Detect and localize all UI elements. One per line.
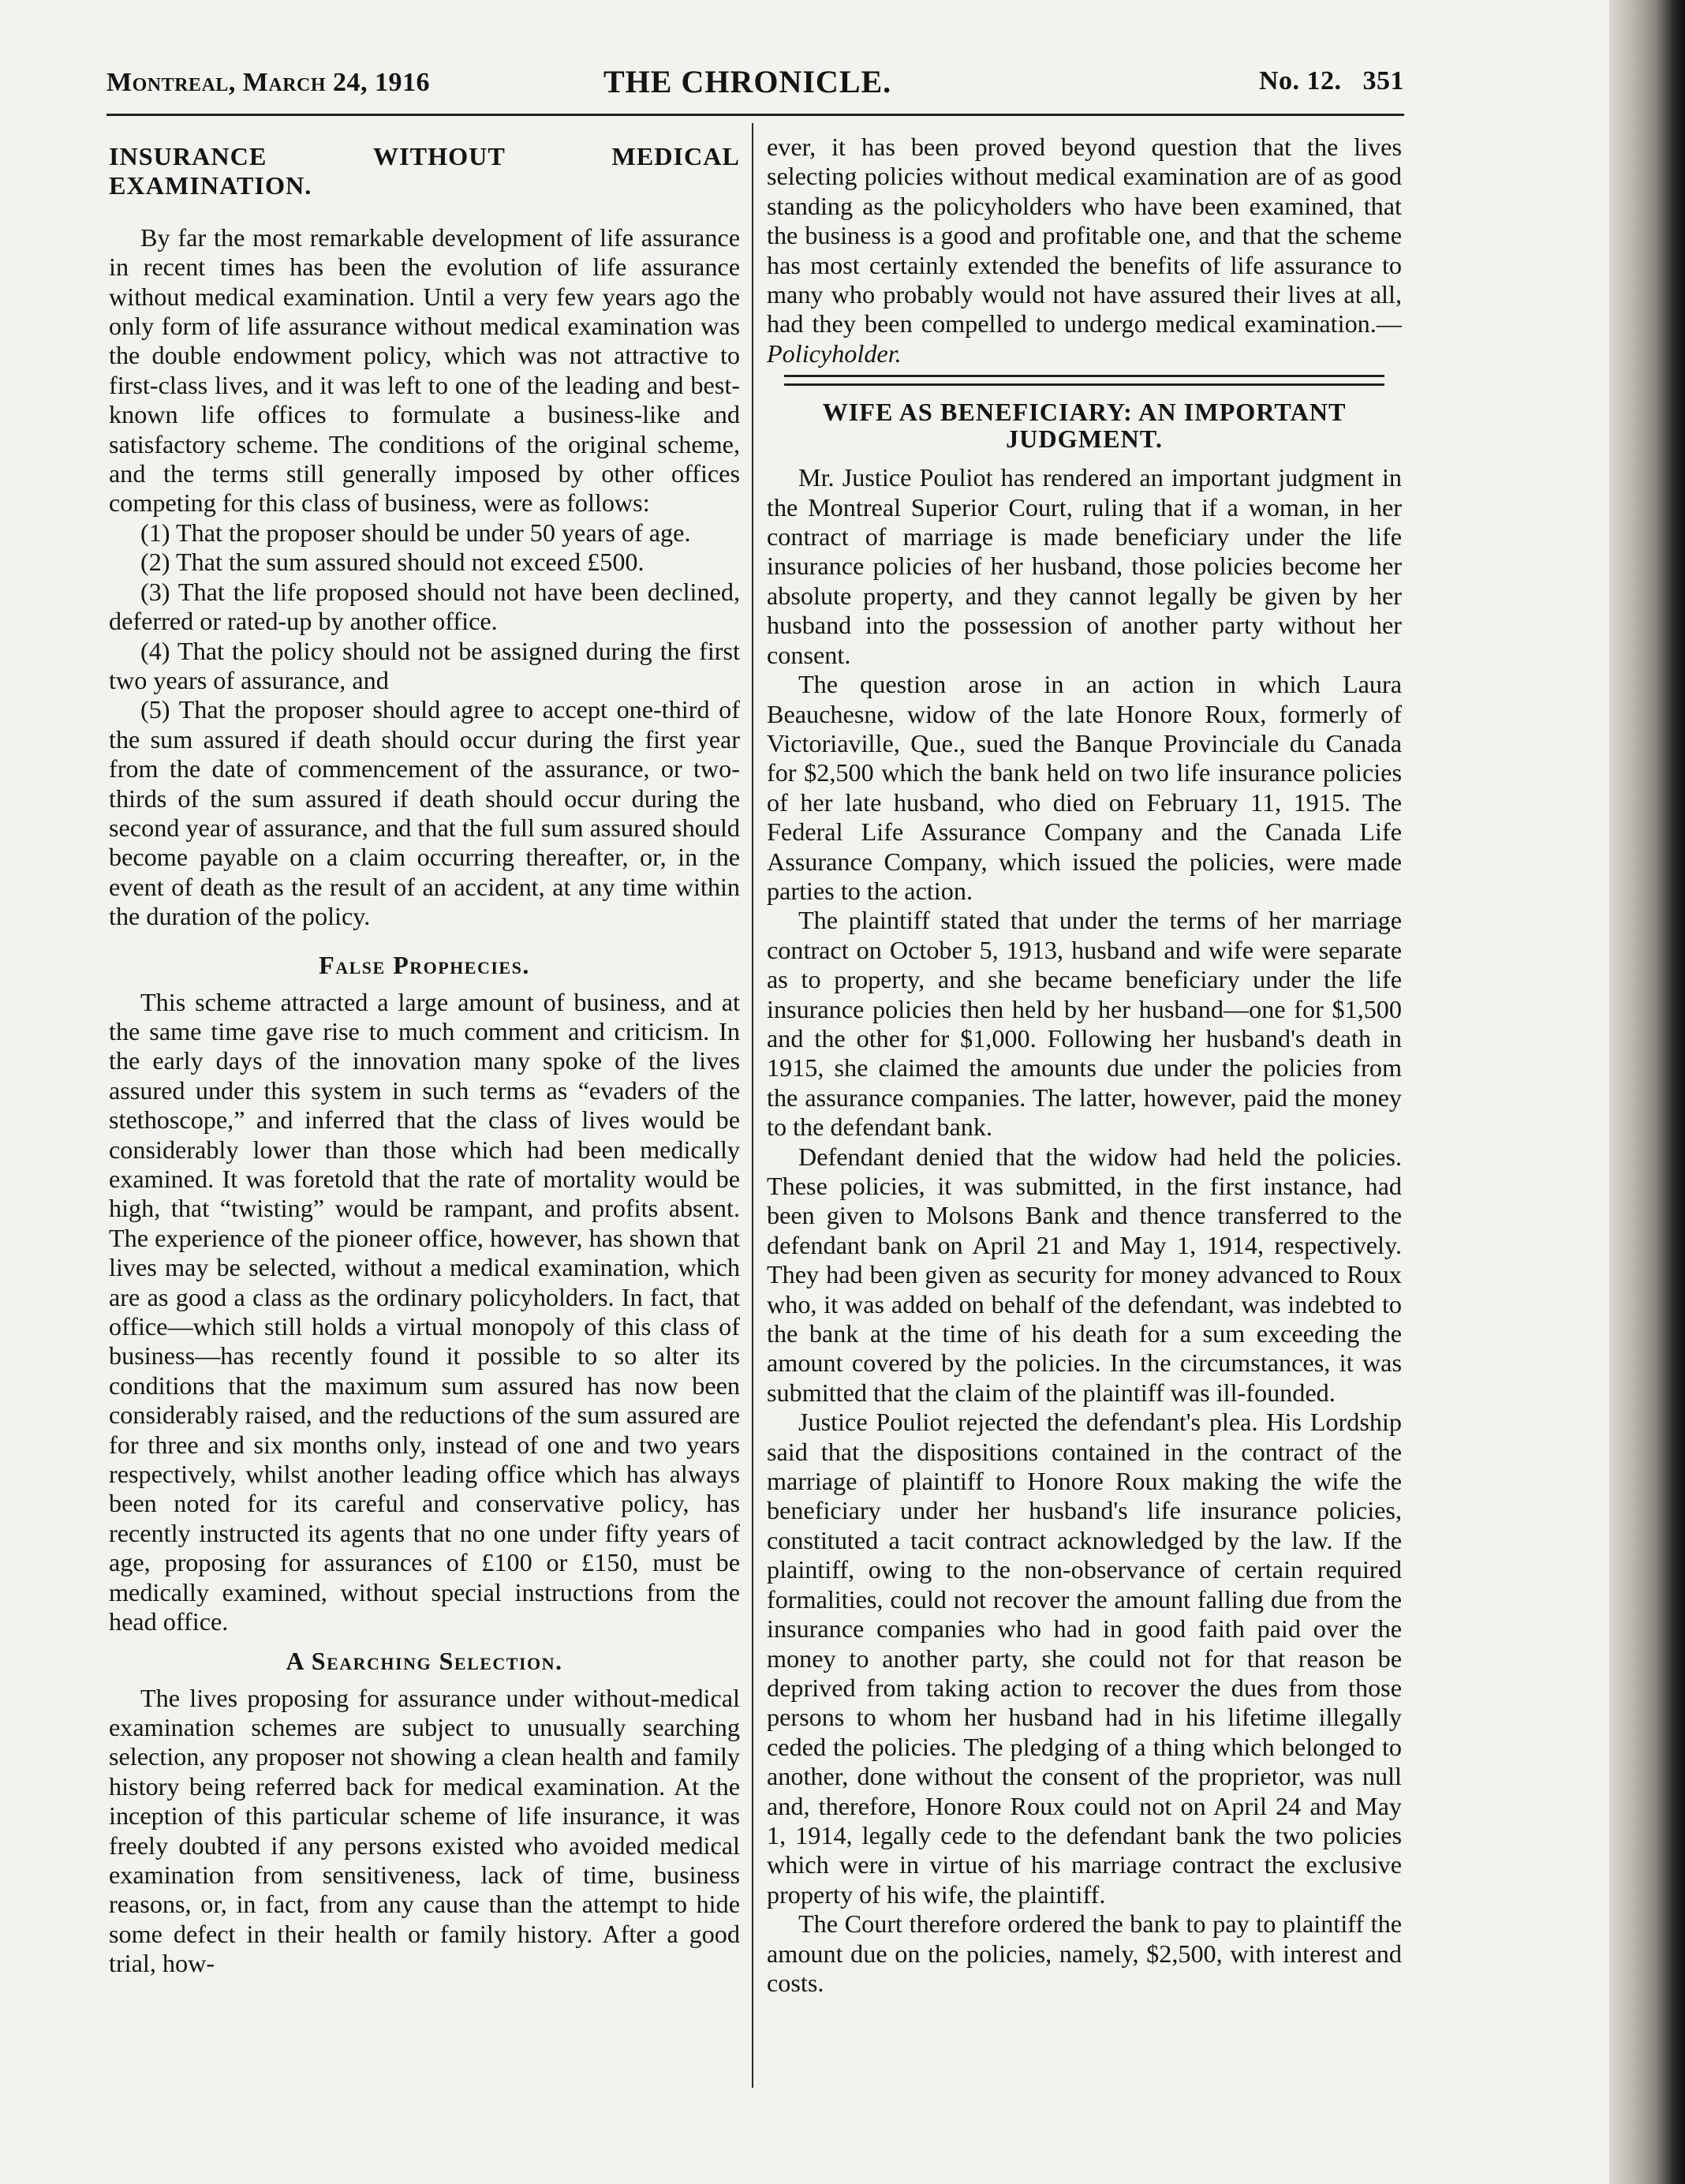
continuation-paragraph — [767, 133, 1402, 368]
judgment-paragraph-1: Mr. Justice Pouliot has rendered an important judgment in the Montreal Superior Court, ruling that if a woman, in her contract of marriage is made beneficiary under the life insurance policies of her husband, those policies become her absolute property, and they cannot legally be given by her husband into the possession of another party without her consent. — [767, 463, 1402, 669]
header-publication: THE CHRONICLE. — [603, 64, 892, 99]
judgment-paragraph-6: The Court therefore ordered the bank to pay to plaintiff the amount due on the policies, namely, $2,500, with interest and costs. — [767, 1909, 1402, 1997]
judgment-paragraph-4: Defendant denied that the widow had held the policies. These policies, it was submitted, in the first instance, had been given to Molsons Bank and thence transferred to the defendant bank on April 21 and May 1, 1914, respectively. They had been given as security for money advanced to Roux who, it was added on behalf of the defendant, was indebted to the bank at the time of his death for a sum exceeding the amount covered by the policies. In the circumstances, it was submitted that the claim of the plaintiff was ill-founded. — [767, 1142, 1402, 1407]
left-column — [109, 133, 740, 1979]
subhead-false-prophecies: False Prophecies. — [319, 950, 530, 979]
judgment-paragraph-5: Justice Pouliot rejected the defendant's plea. His Lordship said that the dispositions contained in the contract of the marriage of plaintiff to Honore Roux making the wife the beneficiary under her husband's life insurance policies, constituted a tacit contract acknowledged by the law. If the plaintiff, owing to the non-observance of certain required formalities, could not recover the amount falling due from the insurance companies who had in good faith paid over the money to another party, she could not for that reason be deprived from taking action to recover the dues from those persons to whom her husband had in his lifetime illegally ceded the policies. The pledging of a thing which belonged to another, done without the consent of the proprietor, was null and, therefore, Honore Roux could not on April 24 and May 1, 1914, legally cede to the defendant bank the two policies which were in virtue of his marriage contract the exclusive property of his wife, the plaintiff. — [767, 1408, 1402, 1909]
subhead-searching-selection: A Searching Selection. — [286, 1646, 563, 1675]
judgment-paragraph-3: The plaintiff stated that under the terms of her marriage contract on October 5, 1913, husband and wife were separate as to property, and she became beneficiary under the life insurance policies then held by her husband—one for $1,500 and the other for $1,000. Following her husband's death in 1915, she claimed the amounts due under the policies from the assurance companies. The latter, however, paid the money to the defendant bank. — [767, 906, 1402, 1142]
scan-right-edge — [1609, 0, 1685, 2184]
selection-paragraph: The lives proposing for assurance under without-medical examination schemes are subject to unusually searching selection, any proposer not showing a clean health and family history being referred back for medical examination. At the inception of this particular scheme of life insurance, it was freely doubted if any persons existed who avoided medical examination from sensitiveness, lack of time, business reasons, or, in fact, from any cause than the attempt to hide some defect in their health or family history. After a good trial, how- — [109, 1683, 740, 1978]
page-header — [106, 63, 1404, 103]
header-place-date: Montreal, March 24, 1916 — [106, 68, 431, 97]
condition-1: (1) That the proposer should be under 50 years of age. — [140, 518, 691, 547]
header-issue-page: No. 12. 351 — [1258, 66, 1404, 95]
continuation-text: ever, it has been proved beyond question that the lives selecting policies without medical examination are of as good standing as the policyholders who have been examined, that the business is a good and profitable one, and that the scheme has most certainly extended the benefits of life assurance to many who probably would not have assured their lives at all, had they been compelled to undergo medical examination.— — [767, 133, 1402, 338]
condition-5: (5) That the proposer should agree to accept one-third of the sum assured if death should occur during the first year from the date of commencement of the assurance, or two-thirds of the sum assured if death should occur during the second year of assurance, and that the full sum assured should become payable on a claim occurring thereafter, or, in the event of death as the result of an accident, at any time within the duration of the policy. — [109, 695, 740, 931]
column-divider — [752, 123, 753, 2088]
header-rule — [106, 114, 1404, 116]
article-title-wife-beneficiary: WIFE AS BENEFICIARY: AN IMPORTANT JUDGMENT. — [822, 398, 1347, 454]
article-title-insurance: INSURANCE WITHOUT MEDICAL EXAMINATION. — [109, 142, 740, 200]
condition-3: (3) That the life proposed should not have been declined, deferred or rated-up by another office. — [109, 577, 740, 636]
right-column — [767, 133, 1402, 1998]
condition-4: (4) That the policy should not be assigned during the first two years of assurance, and — [109, 636, 740, 694]
signature: Policyholder. — [767, 338, 902, 368]
judgment-paragraph-2: The question arose in an action in which Laura Beauchesne, widow of the late Honore Roux, formerly of Victoriaville, Que., sued the Banque Provinciale du Canada for $2,500 which the bank held on two life insurance policies of her late husband, who died on February 11, 1915. The Federal Life Assurance Company and the Canada Life Assurance Company, which issued the policies, were made parties to the action. — [767, 670, 1402, 905]
condition-2: (2) That the sum assured should not exceed £500. — [140, 548, 644, 577]
prophecies-paragraph: This scheme attracted a large amount of business, and at the same time gave rise to much comment and criticism. In the early days of the innovation many spoke of the lives assured under this system in such terms as “evaders of the stethoscope,” and inferred that the class of lives would be considerably lower than those which had been medically examined. It was foretold that the rate of mortality would be high, that “twisting” would be rampant, and profits absent. The experience of the pioneer office, however, has shown that lives may be selected, without a medical examination, which are as good a class as the ordinary policyholders. In fact, that office—which still holds a virtual monopoly of this class of business—has recently found it possible to so alter its conditions that the maximum sum assured has now been considerably raised, and the reductions of the sum assured are for three and six months only, instead of one and two years respectively, whilst another leading office which has always been noted for its careful and conservative policy, has recently instructed its agents that no one under fifty years of age, proposing for assurances of £100 or £150, must be medically examined, without special instructions from the head office. — [109, 987, 740, 1636]
intro-paragraph: By far the most remarkable development of life assurance in recent times has been the evolution of life assurance without medical examination. Until a very few years ago the only form of life assurance without medical examination was the double endowment policy, which was not attractive to first-class lives, and it was left to one of the leading and best-known life offices to formulate a business-like and satisfactory scheme. The conditions of the original scheme, and the terms still generally imposed by other offices competing for this class of business, were as follows: — [109, 223, 740, 518]
article-separator-rule — [784, 375, 1384, 386]
